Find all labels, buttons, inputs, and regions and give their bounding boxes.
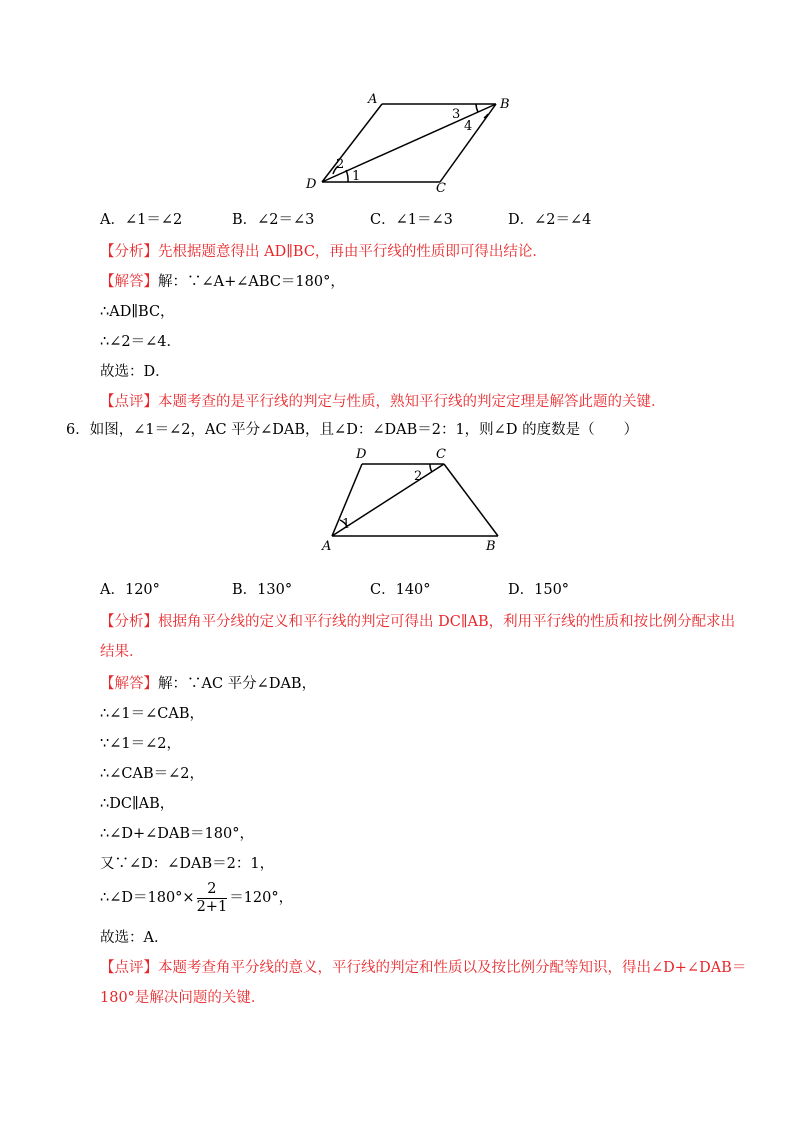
label-C: C bbox=[436, 181, 446, 196]
analysis-tag: 【分析】 bbox=[100, 244, 158, 260]
q6-answer: 故选：A． bbox=[100, 930, 169, 946]
label-C: C bbox=[436, 447, 446, 462]
q6-solution-line: ∴∠CAB＝∠2， bbox=[100, 766, 204, 782]
q6-stem bbox=[66, 420, 638, 440]
analysis-text: 根据角平分线的定义和平行线的判定可得出 DC∥AB，利用平行线的性质和按比例分配求出 bbox=[158, 614, 736, 630]
q6-option-a[interactable]: A．120° bbox=[100, 582, 160, 598]
solution-text: 解：∵∠A+∠ABC＝180°， bbox=[158, 274, 345, 290]
label-A: A bbox=[368, 92, 378, 107]
q6-formula bbox=[100, 880, 293, 916]
q5-solution-line: ∴∠2＝∠4． bbox=[100, 334, 181, 350]
q6-option-d[interactable]: D．150° bbox=[508, 582, 570, 598]
q6-comment-cont: 180°是解决问题的关键． bbox=[100, 990, 266, 1006]
q6-trapezoid-figure bbox=[318, 444, 508, 554]
angle-4-label: 4 bbox=[464, 119, 473, 134]
label-D: D bbox=[356, 447, 367, 462]
q6-solution-line: ∴∠D+∠DAB＝180°， bbox=[100, 826, 254, 842]
q5-option-d[interactable]: D．∠2＝∠4 bbox=[508, 212, 592, 228]
question-number: 6． bbox=[66, 422, 90, 438]
label-D: D bbox=[306, 177, 317, 192]
q6-comment bbox=[100, 958, 746, 978]
q5-solution-line bbox=[100, 272, 345, 292]
q5-answer: 故选：D． bbox=[100, 364, 170, 380]
comment-text: 本题考查的是平行线的判定与性质，熟知平行线的判定定理是解答此题的关键． bbox=[158, 394, 666, 410]
q5-option-a[interactable]: A．∠1＝∠2 bbox=[100, 212, 183, 228]
q6-solution-line: ∴∠1＝∠CAB， bbox=[100, 706, 204, 722]
q6-solution-line: ∴DC∥AB， bbox=[100, 796, 175, 812]
angle-2-label: 2 bbox=[336, 157, 345, 172]
q6-solution-line bbox=[100, 674, 316, 694]
formula-suffix: ＝120°， bbox=[229, 890, 294, 906]
angle-3-label: 3 bbox=[452, 107, 461, 122]
q6-option-c[interactable]: C．140° bbox=[370, 582, 431, 598]
angle-1-label: 1 bbox=[342, 517, 351, 532]
label-B: B bbox=[500, 97, 510, 112]
solution-tag: 【解答】 bbox=[100, 274, 158, 290]
q5-analysis bbox=[100, 242, 547, 262]
formula-prefix: ∴∠D＝180°× bbox=[100, 890, 195, 906]
q5-option-c[interactable]: C．∠1＝∠3 bbox=[370, 212, 453, 228]
q6-analysis-cont: 结果． bbox=[100, 644, 144, 660]
question-text: 如图，∠1＝∠2，AC 平分∠DAB，且∠D：∠DAB＝2：1，则∠D 的度数是（ ） bbox=[89, 422, 639, 438]
q6-solution-line: 又∵∠D：∠DAB＝2：1， bbox=[100, 856, 275, 872]
solution-tag: 【解答】 bbox=[100, 676, 158, 692]
q5-parallelogram-figure bbox=[300, 88, 520, 198]
q5-solution-line: ∴AD∥BC， bbox=[100, 304, 175, 320]
q5-comment bbox=[100, 392, 666, 412]
fraction-numerator: 2 bbox=[197, 881, 228, 899]
solution-text: 解：∵AC 平分∠DAB， bbox=[158, 676, 317, 692]
comment-text: 本题考查角平分线的意义，平行线的判定和性质以及按比例分配等知识，得出∠D+∠DAB＝ bbox=[158, 960, 747, 976]
label-A: A bbox=[322, 539, 332, 554]
q5-option-b[interactable]: B．∠2＝∠3 bbox=[232, 212, 315, 228]
comment-tag: 【点评】 bbox=[100, 960, 158, 976]
angle-2-label: 2 bbox=[414, 469, 423, 484]
label-B: B bbox=[486, 539, 496, 554]
fraction bbox=[197, 881, 228, 916]
comment-tag: 【点评】 bbox=[100, 394, 158, 410]
q6-analysis bbox=[100, 612, 735, 632]
q6-solution-line: ∵∠1＝∠2， bbox=[100, 736, 181, 752]
fraction-denominator: 2+1 bbox=[196, 898, 228, 915]
q6-option-b[interactable]: B．130° bbox=[232, 582, 293, 598]
analysis-tag: 【分析】 bbox=[100, 614, 158, 630]
angle-1-label: 1 bbox=[352, 169, 361, 184]
analysis-text: 先根据题意得出 AD∥BC，再由平行线的性质即可得出结论． bbox=[158, 244, 547, 260]
